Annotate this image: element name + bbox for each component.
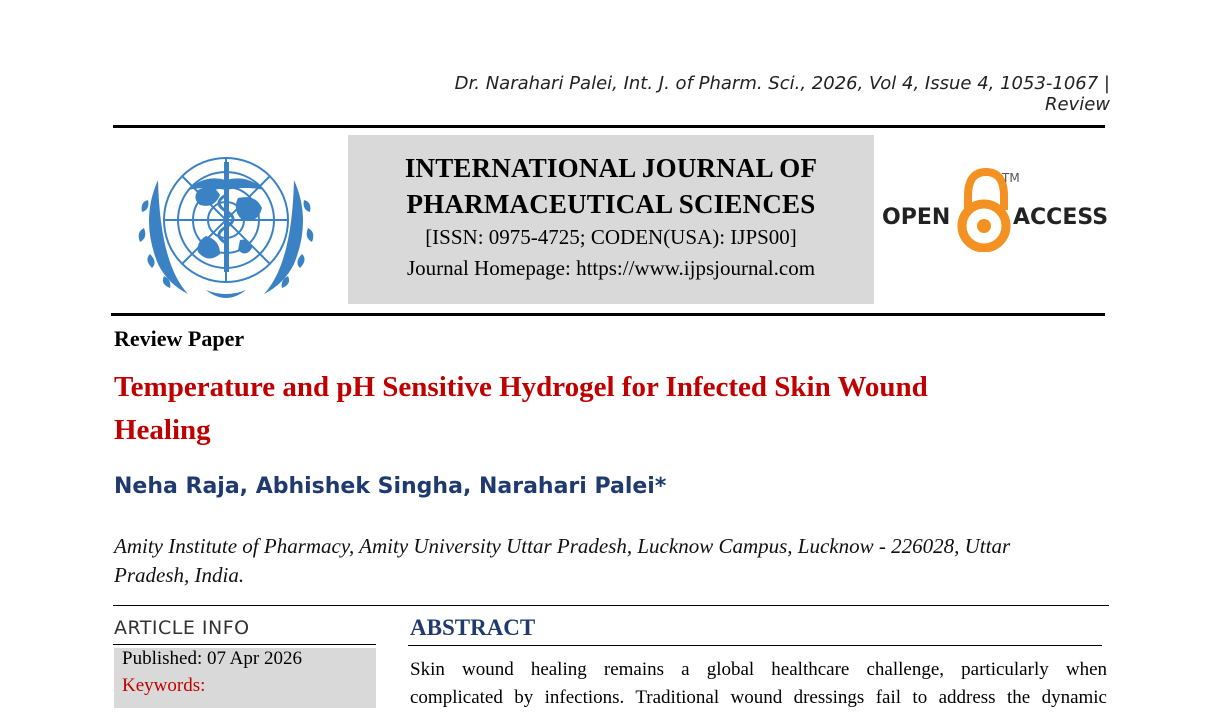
abstract-line1: Skin wound healing remains a global healthcare challenge, particularly when xyxy=(410,659,1107,680)
journal-title-line1: INTERNATIONAL JOURNAL OF xyxy=(404,153,818,183)
journal-title-line2: PHARMACEUTICAL SCIENCES xyxy=(406,189,816,219)
author-list: Neha Raja, Abhishek Singha, Narahari Palei* xyxy=(114,474,667,499)
abstract-underline xyxy=(408,645,1102,646)
journal-masthead xyxy=(348,135,874,304)
affiliation-line2: Pradesh, India. xyxy=(114,563,245,587)
article-title-line2: Healing xyxy=(114,414,211,446)
header-rule-top xyxy=(113,125,1105,128)
section-divider xyxy=(113,605,1109,606)
open-access-access-text: ACCESS xyxy=(1013,205,1109,230)
keywords-label: Keywords: xyxy=(122,675,206,696)
header-rule-bottom xyxy=(111,313,1105,316)
journal-issn: [ISSN: 0975-4725; CODEN(USA): IJPS00] xyxy=(425,225,797,249)
published-date: Published: 07 Apr 2026 xyxy=(122,648,302,669)
abstract-line2: complicated by infections. Traditional wound dressings fail to address the dynamic xyxy=(410,687,1107,708)
article-info-underline xyxy=(113,644,376,645)
open-access-tm: TM xyxy=(1002,171,1020,185)
citation-line: Dr. Narahari Palei, Int. J. of Pharm. Sci., 2026, Vol 4, Issue 4, 1053-1067 | Review xyxy=(454,73,1110,115)
article-title-line1: Temperature and pH Sensitive Hydrogel for Infected Skin Wound xyxy=(114,371,928,403)
paper-type: Review Paper xyxy=(114,326,245,351)
journal-homepage: Journal Homepage: https://www.ijpsjournal.com xyxy=(406,256,816,280)
un-emblem-logo xyxy=(128,140,324,306)
affiliation-line1: Amity Institute of Pharmacy, Amity University Uttar Pradesh, Lucknow Campus, Lucknow - 226028, Uttar xyxy=(114,534,1011,558)
article-info-label: ARTICLE INFO xyxy=(114,617,250,639)
abstract-label: ABSTRACT xyxy=(410,615,536,640)
journal-title xyxy=(348,150,874,222)
open-access-logo xyxy=(880,168,1110,252)
affiliation xyxy=(114,532,1074,590)
abstract-body xyxy=(410,656,1107,712)
article-title xyxy=(114,366,1074,452)
open-access-open-text: OPEN xyxy=(882,205,951,230)
